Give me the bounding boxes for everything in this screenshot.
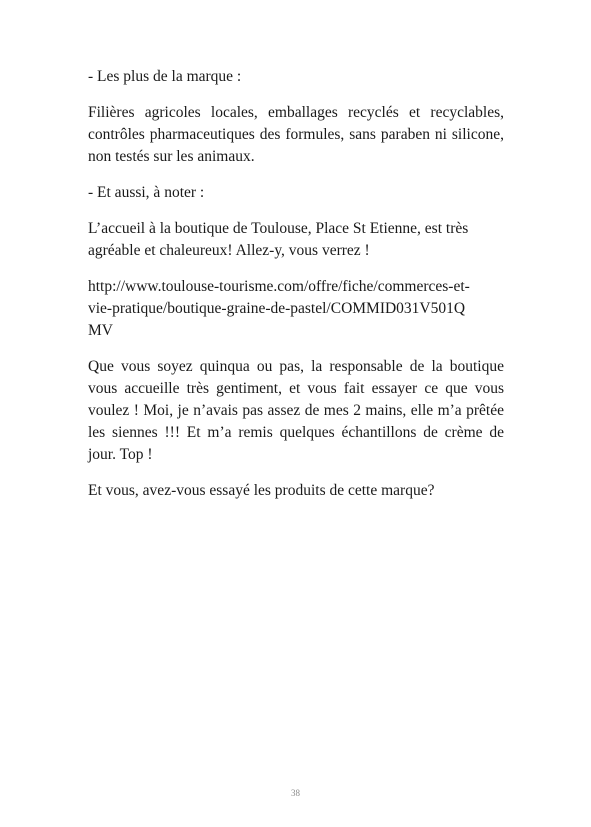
heading-plus: - Les plus de la marque : (88, 68, 242, 85)
paragraph-experience: Que vous soyez quinqua ou pas, la responsable de la boutique vous accueille très gentiment, et vous fait essayer ce que vous voulez ! Moi, je n’avais pas assez de mes 2 mains, elle m’a prêtée les siennes !!! Et m’a remis quelques échantillons de crème de jour. Top ! (88, 358, 504, 463)
paragraph-plus: Filières agricoles locales, emballages recyclés et recyclables, contrôles pharmaceutiques des formules, sans paraben ni silicone, non testés sur les animaux. (88, 104, 504, 165)
heading-note: - Et aussi, à noter : (88, 184, 205, 201)
url-line: vie-pratique/boutique-graine-de-pastel/COMMID031V501Q (88, 300, 466, 317)
page-number: 38 (291, 788, 300, 798)
url-line: MV (88, 322, 113, 339)
paragraph-note: L’accueil à la boutique de Toulouse, Place St Etienne, est très agréable et chaleureux! Allez-y, vous verrez ! (88, 220, 469, 259)
url-paragraph (88, 276, 504, 342)
url-line: http://www.toulouse-tourisme.com/offre/fiche/commerces-et- (88, 278, 470, 295)
page-content (88, 66, 504, 516)
paragraph-question: Et vous, avez-vous essayé les produits de cette marque? (88, 482, 435, 499)
